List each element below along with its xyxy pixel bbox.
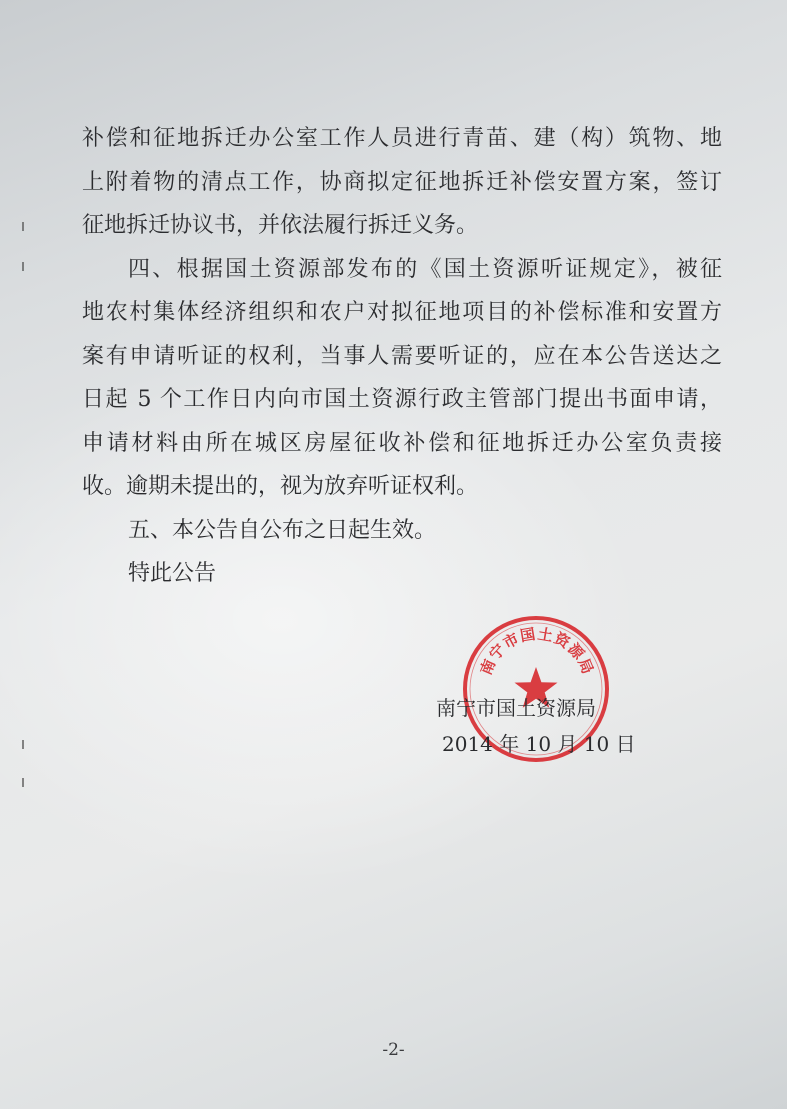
text-line: 日起 5 个工作日内向市国土资源行政主管部门提出书面申请， (82, 387, 722, 412)
binding-mark (22, 778, 24, 787)
issue-date: 2014 年 10 月 10 日 (442, 732, 636, 756)
binding-mark (22, 740, 24, 749)
text-line: 收。逾期未提出的，视为放弃听证权利。 (82, 474, 479, 499)
binding-mark (22, 262, 24, 271)
section-four-heading-line: 四、根据国土资源部发布的《国土资源听证规定》，被征 (128, 256, 722, 282)
issuer-signature (436, 690, 676, 762)
closing-phrase: 特此公告 (128, 561, 217, 586)
page-number: -2- (382, 1040, 405, 1060)
document-body (82, 117, 722, 596)
binding-mark (22, 222, 24, 231)
text-line: 地农村集体经济组织和农户对拟征地项目的补偿标准和安置方 (82, 300, 722, 325)
text-line: 上附着物的清点工作，协商拟定征地拆迁补偿安置方案，签订 (82, 169, 722, 195)
text-line: 案有申请听证的权利，当事人需要听证的，应在本公告送达之 (82, 343, 722, 369)
seal-text: 南宁市国土资源局 (476, 624, 598, 678)
text-line: 申请材料由所在城区房屋征收补偿和征地拆迁办公室负责接 (82, 430, 722, 456)
text-line: 补偿和征地拆迁办公室工作人员进行青苗、建（构）筑物、地 (82, 126, 722, 151)
issuer-name: 南宁市国土资源局 (436, 696, 596, 720)
section-five-line: 五、本公告自公布之日起生效。 (128, 517, 437, 543)
text-line: 征地拆迁协议书，并依法履行拆迁义务。 (82, 213, 479, 238)
